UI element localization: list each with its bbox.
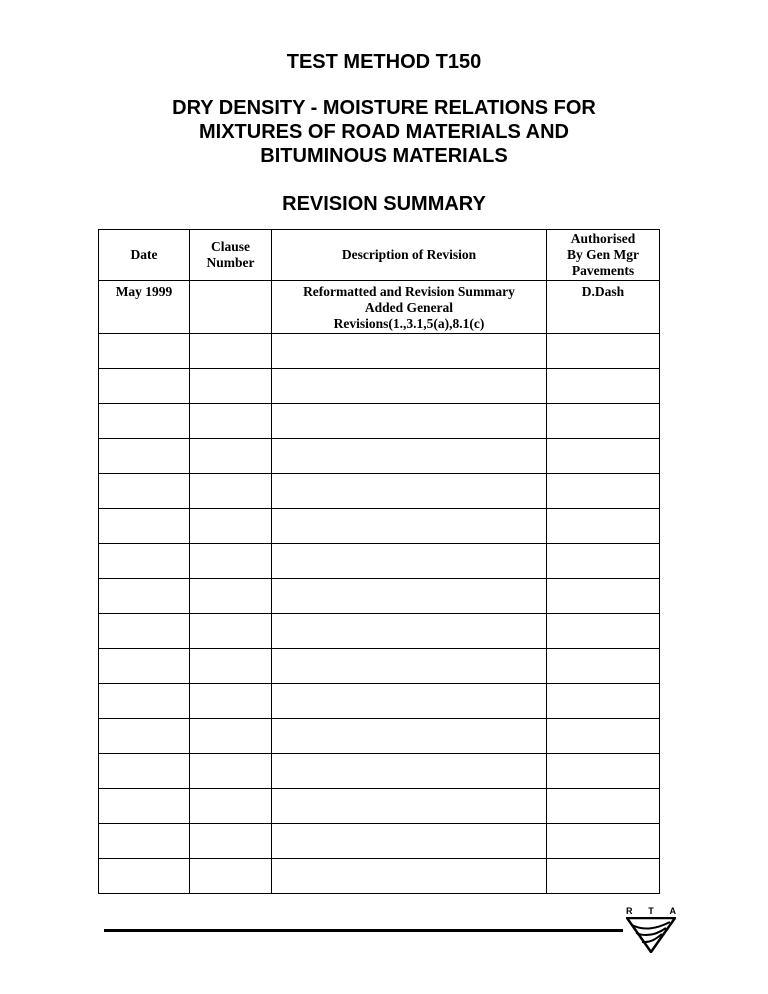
cell-date bbox=[99, 614, 190, 649]
cell-clause-number bbox=[190, 474, 272, 509]
column-header-date: Date bbox=[99, 230, 190, 281]
cell-clause-number bbox=[190, 684, 272, 719]
cell-clause-number bbox=[190, 754, 272, 789]
cell-authorised bbox=[547, 614, 660, 649]
rta-road-icon bbox=[626, 917, 676, 953]
cell-authorised bbox=[547, 439, 660, 474]
cell-date bbox=[99, 439, 190, 474]
footer-rule bbox=[104, 929, 623, 932]
cell-clause-number bbox=[190, 369, 272, 404]
cell-date bbox=[99, 789, 190, 824]
cell-clause-number bbox=[190, 859, 272, 894]
description-line: Added General bbox=[364, 300, 454, 315]
cell-clause-number bbox=[190, 719, 272, 754]
table-row bbox=[99, 544, 660, 579]
table-row bbox=[99, 579, 660, 614]
cell-date bbox=[99, 859, 190, 894]
cell-description bbox=[272, 369, 547, 404]
cell-clause-number bbox=[190, 579, 272, 614]
cell-description bbox=[272, 824, 547, 859]
table-row bbox=[99, 614, 660, 649]
cell-date bbox=[99, 334, 190, 369]
cell-date bbox=[99, 754, 190, 789]
cell-date bbox=[99, 369, 190, 404]
cell-clause-number bbox=[190, 614, 272, 649]
cell-clause-number bbox=[190, 439, 272, 474]
cell-description bbox=[272, 474, 547, 509]
cell-date bbox=[99, 684, 190, 719]
table-row bbox=[99, 281, 660, 334]
cell-authorised bbox=[547, 369, 660, 404]
cell-description bbox=[272, 334, 547, 369]
cell-description bbox=[272, 509, 547, 544]
cell-description bbox=[272, 684, 547, 719]
cell-description bbox=[272, 439, 547, 474]
cell-authorised bbox=[547, 509, 660, 544]
cell-authorised: D.Dash bbox=[547, 281, 660, 334]
logo-letter: T bbox=[648, 906, 654, 916]
cell-clause-number bbox=[190, 334, 272, 369]
cell-date bbox=[99, 579, 190, 614]
cell-description bbox=[272, 544, 547, 579]
cell-date bbox=[99, 404, 190, 439]
column-header-line: By Gen Mgr bbox=[567, 247, 639, 262]
table-header-row bbox=[99, 230, 660, 281]
table-row bbox=[99, 824, 660, 859]
cell-clause-number bbox=[190, 824, 272, 859]
cell-date bbox=[99, 474, 190, 509]
subject-line: BITUMINOUS MATERIALS bbox=[260, 145, 508, 167]
logo-letters bbox=[626, 906, 676, 916]
cell-date bbox=[99, 544, 190, 579]
column-header-clause-number bbox=[190, 230, 272, 281]
cell-authorised bbox=[547, 859, 660, 894]
column-header-description: Description of Revision bbox=[272, 230, 547, 281]
cell-date: May 1999 bbox=[99, 281, 190, 334]
column-header-line: Number bbox=[206, 255, 255, 270]
description-line: Revisions(1.,3.1,5(a),8.1(c) bbox=[333, 316, 485, 331]
cell-authorised bbox=[547, 544, 660, 579]
cell-description bbox=[272, 649, 547, 684]
rta-logo bbox=[626, 906, 676, 954]
column-header-authorised bbox=[547, 230, 660, 281]
cell-date bbox=[99, 719, 190, 754]
description-line: Reformatted and Revision Summary bbox=[303, 284, 515, 299]
table-row bbox=[99, 754, 660, 789]
cell-description bbox=[272, 719, 547, 754]
table-row bbox=[99, 509, 660, 544]
cell-authorised bbox=[547, 579, 660, 614]
column-header-line: Pavements bbox=[571, 263, 635, 278]
table-row bbox=[99, 474, 660, 509]
document-subject bbox=[0, 96, 768, 168]
cell-authorised bbox=[547, 789, 660, 824]
cell-clause-number bbox=[190, 649, 272, 684]
cell-clause-number bbox=[190, 281, 272, 334]
cell-clause-number bbox=[190, 544, 272, 579]
cell-authorised bbox=[547, 684, 660, 719]
table-row bbox=[99, 649, 660, 684]
cell-date bbox=[99, 649, 190, 684]
cell-clause-number bbox=[190, 404, 272, 439]
cell-clause-number bbox=[190, 509, 272, 544]
cell-description bbox=[272, 404, 547, 439]
cell-description bbox=[272, 281, 547, 334]
revision-table bbox=[98, 229, 660, 894]
table-row bbox=[99, 439, 660, 474]
table-row bbox=[99, 789, 660, 824]
cell-authorised bbox=[547, 649, 660, 684]
cell-date bbox=[99, 824, 190, 859]
logo-letter: A bbox=[669, 906, 676, 916]
table-row bbox=[99, 684, 660, 719]
cell-authorised bbox=[547, 474, 660, 509]
subject-line: MIXTURES OF ROAD MATERIALS AND bbox=[199, 121, 569, 143]
cell-authorised bbox=[547, 334, 660, 369]
column-header-line: Clause bbox=[210, 239, 250, 254]
test-method-title: TEST METHOD T150 bbox=[286, 51, 482, 73]
table-row bbox=[99, 859, 660, 894]
cell-date bbox=[99, 509, 190, 544]
subject-line: DRY DENSITY - MOISTURE RELATIONS FOR bbox=[172, 97, 596, 119]
cell-description bbox=[272, 859, 547, 894]
revision-summary-title: REVISION SUMMARY bbox=[282, 193, 486, 215]
cell-authorised bbox=[547, 754, 660, 789]
table-row bbox=[99, 404, 660, 439]
cell-description bbox=[272, 789, 547, 824]
cell-clause-number bbox=[190, 789, 272, 824]
cell-authorised bbox=[547, 404, 660, 439]
table-row bbox=[99, 719, 660, 754]
cell-authorised bbox=[547, 719, 660, 754]
cell-description bbox=[272, 754, 547, 789]
column-header-line: Authorised bbox=[570, 231, 636, 246]
table-row bbox=[99, 334, 660, 369]
cell-description bbox=[272, 579, 547, 614]
logo-letter: R bbox=[626, 906, 633, 916]
cell-description bbox=[272, 614, 547, 649]
table-row bbox=[99, 369, 660, 404]
cell-authorised bbox=[547, 824, 660, 859]
